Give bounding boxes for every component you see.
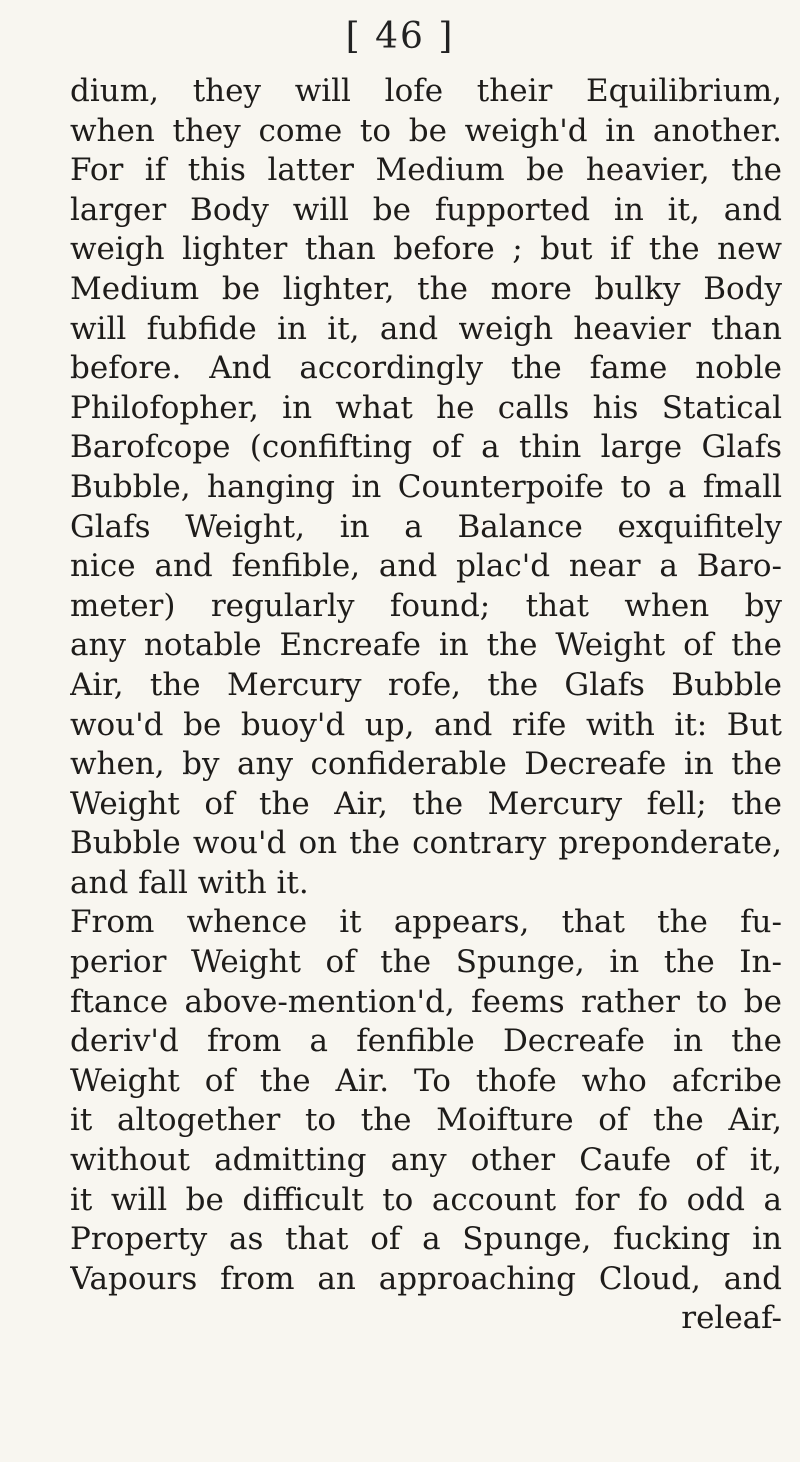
text-line: Air, the Mercury rofe, the Glafs Bubble bbox=[70, 666, 782, 703]
text-line: Property as that of a Spunge, fucking in bbox=[70, 1221, 782, 1258]
text-line: Weight of the Air, the Mercury fell; the bbox=[70, 785, 782, 822]
text-line: it altogether to the Moifture of the Air, bbox=[70, 1102, 782, 1139]
text-line: Barofcope (confifting of a thin large Glafs bbox=[70, 429, 782, 466]
text-line: deriv'd from a fenfible Decreafe in the bbox=[70, 1023, 782, 1060]
text-line: Vapours from an approaching Cloud, and bbox=[70, 1260, 782, 1297]
text-line: Philofopher, in what he calls his Statical bbox=[70, 389, 782, 426]
text-line: when, by any confiderable Decreafe in the bbox=[70, 746, 782, 783]
text-line: For if this latter Medium be heavier, the bbox=[70, 152, 782, 189]
text-line: any notable Encreafe in the Weight of the bbox=[70, 627, 782, 664]
page-number: [ 46 ] bbox=[345, 16, 455, 57]
text-line: dium, they will lofe their Equilibrium, bbox=[70, 73, 782, 109]
text-line: weigh lighter than before ; but if the new bbox=[70, 231, 782, 268]
text-line: larger Body will be fupported in it, and bbox=[70, 191, 782, 228]
text-line: without admitting any other Caufe of it, bbox=[70, 1142, 782, 1179]
text-line: Glafs Weight, in a Balance exquifitely bbox=[70, 508, 782, 545]
text-line: Weight of the Air. To thofe who afcribe bbox=[70, 1062, 782, 1099]
text-line: From whence it appears, that the fu- bbox=[70, 904, 782, 941]
catchword: releaf- bbox=[681, 1300, 782, 1337]
text-line: when they come to be weigh'd in another. bbox=[70, 112, 782, 149]
text-line: Bubble, hanging in Counterpoife to a fmall bbox=[70, 468, 782, 505]
text-line: will fubfide in it, and weigh heavier than bbox=[70, 310, 782, 347]
text-line: before. And accordingly the fame noble bbox=[70, 350, 782, 387]
body-text bbox=[70, 72, 782, 1339]
text-line: Medium be lighter, the more bulky Body bbox=[70, 270, 782, 307]
text-line: Bubble wou'd on the contrary preponderate, bbox=[70, 825, 782, 862]
text-line: it will be difficult to account for fo odd a bbox=[70, 1181, 782, 1218]
text-line: nice and fenfible, and plac'd near a Baro- bbox=[70, 548, 782, 585]
text-line: perior Weight of the Spunge, in the In- bbox=[70, 944, 782, 981]
text-line: meter) regularly found; that when by bbox=[70, 587, 782, 624]
text-line: wou'd be buoy'd up, and rife with it: But bbox=[70, 706, 782, 743]
text-line: and fall with it. bbox=[70, 864, 309, 901]
text-line: ftance above-mention'd, feems rather to be bbox=[70, 983, 782, 1020]
